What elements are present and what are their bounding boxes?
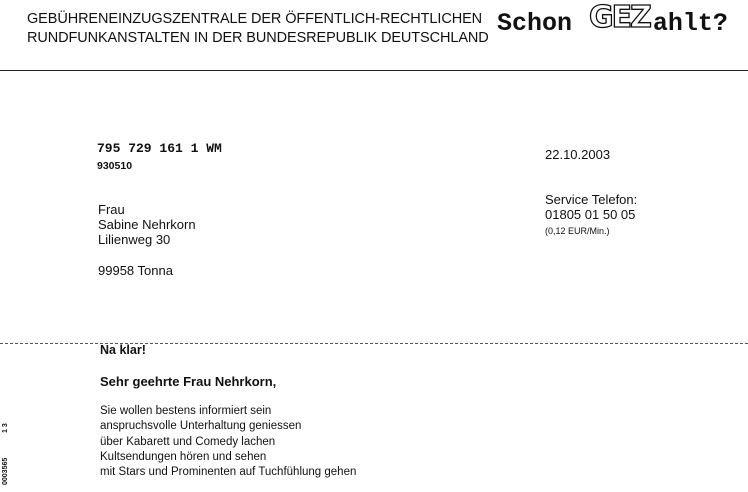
reference-number: 795 729 161 1 WM — [97, 141, 222, 156]
slogan-logo — [497, 0, 728, 38]
service-label: Service Telefon: — [545, 192, 638, 207]
recipient-name: Sabine Nehrkorn — [98, 217, 196, 232]
slogan-suffix: ahlt? — [652, 9, 728, 38]
body-line: anspruchsvolle Unterhaltung geniessen — [100, 420, 302, 433]
body-line: über Kabarett und Comedy lachen — [100, 435, 276, 448]
recipient-city: 99958 Tonna — [98, 263, 173, 278]
recipient-address — [98, 202, 196, 247]
org-line-2: RUNDFUNKANSTALTEN IN DER BUNDESREPUBLIK DEUTSCHLAND — [27, 30, 489, 46]
body-line: Kultsendungen hören und sehen — [100, 450, 267, 463]
sender-organization — [27, 10, 489, 48]
recipient-title: Frau — [98, 202, 125, 217]
recipient-street: Lilienweg 30 — [98, 232, 171, 247]
service-rate: (0,12 EUR/Min.) — [545, 226, 610, 236]
reference-code: 930510 — [97, 160, 133, 172]
slogan-prefix: Schon — [497, 9, 573, 38]
org-line-1: GEBÜHRENEINZUGSZENTRALE DER ÖFFENTLICH-RECHTLICHEN — [27, 11, 483, 27]
margin-page: 1 3 — [2, 423, 9, 433]
body-line: Sie wollen bestens informiert sein — [100, 405, 272, 417]
gez-logo-mark: GEZ — [589, 0, 650, 35]
header-divider — [0, 70, 748, 71]
letter-date: 22.10.2003 — [545, 147, 611, 162]
margin-code — [0, 412, 14, 492]
body-line: mit Stars und Prominenten auf Tuchfühlung gehen — [100, 466, 357, 479]
letter-body — [100, 404, 356, 480]
letter-greeting: Sehr geehrte Frau Nehrkorn, — [100, 374, 277, 389]
service-contact — [545, 192, 637, 239]
margin-doc-id: 0003565 — [2, 457, 9, 485]
service-phone: 01805 01 50 05 — [545, 207, 636, 222]
letter-headline: Na klar! — [100, 343, 146, 357]
